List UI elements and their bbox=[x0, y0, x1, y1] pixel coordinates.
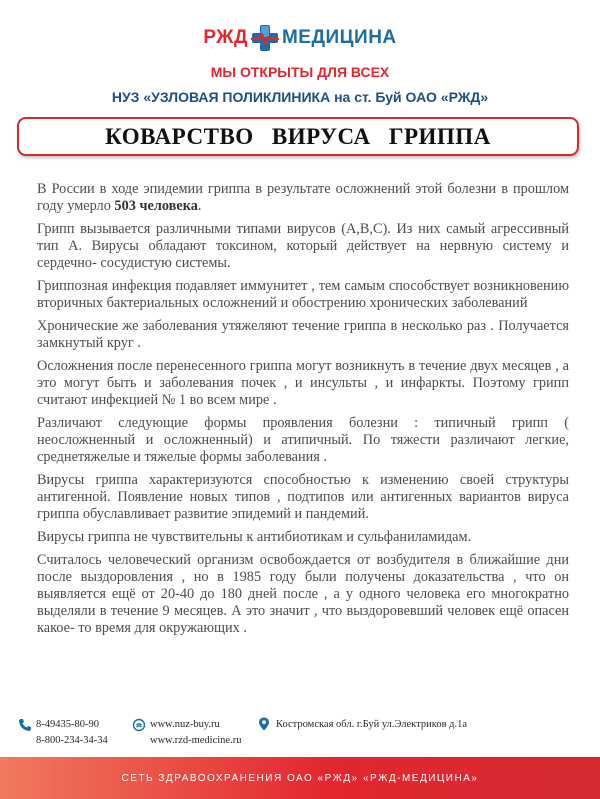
paragraph-8: Вирусы гриппа не чувствительны к антибиотикам и сульфаниламидам. bbox=[37, 529, 472, 545]
network-banner-text: СЕТЬ ЗДРАВООХРАНЕНИЯ ОАО «РЖД» «РЖД-МЕДИЦИНА» bbox=[121, 772, 479, 784]
paragraph-9: Считалось человеческий организм освобождается от возбудителя в ближайшие дни после выздоровления , но в 1985 году были получены доказательства , что он выявляется ещё от 20-40 до 180 дней после , а у одного человека его многократно выделяли в течение 9 месяцев. А это значит , что выздоровевший человек ещё опасен какое- то время для окружающих . bbox=[37, 552, 569, 636]
paragraph-1 bbox=[37, 181, 569, 215]
paragraph-1-text: В России в ходе эпидемии гриппа в результате осложнений этой болезни в прошлом году умерло bbox=[37, 181, 569, 214]
paragraph-6: Различают следующие формы проявления болезни : типичный грипп ( неосложненный и осложненный) и атипичный. По тяжести различают легкие, среднетяжелые и тяжелые формы заболевания . bbox=[37, 415, 569, 465]
paragraph-5: Осложнения после перенесенного гриппа могут возникнуть в течение двух месяцев , а это могут быть и заболевания почек , и инсульты , и инфаркты. Поэтому грипп считают инфекцией № 1 во всем мире . bbox=[37, 358, 569, 408]
location-pin-icon bbox=[257, 717, 271, 731]
paragraph-7: Вирусы гриппа характеризуются способностью к изменению своей структуры антигенной. Появление новых типов , подтипов или антигенных вариантов вируса гриппа обуславливает развитие эпидемий и пандемий. bbox=[37, 472, 569, 522]
clinic-name-heading: НУЗ «УЗЛОВАЯ ПОЛИКЛИНИКА на ст. Буй ОАО «РЖД» bbox=[111, 89, 489, 105]
network-banner bbox=[0, 757, 600, 799]
phone-number-1: 8-49435-80-90 bbox=[36, 719, 99, 730]
open-for-all-heading: МЫ ОТКРЫТЫ ДЛЯ ВСЕХ bbox=[210, 64, 390, 80]
article-body bbox=[37, 181, 569, 643]
brand-logo bbox=[0, 18, 600, 58]
website-link-2[interactable]: www.rzd-medicine.ru bbox=[150, 735, 242, 746]
contact-footer bbox=[0, 715, 600, 755]
address-text: Костромская обл. г.Буй ул.Электриков д.1а bbox=[276, 719, 468, 730]
page-title: КОВАРСТВО ВИРУСА ГРИППА bbox=[105, 123, 491, 149]
death-count-highlight: 503 человека bbox=[114, 198, 198, 214]
paragraph-3: Гриппозная инфекция подавляет иммунитет , тем самым способствует возникновению вторичных бактериальных осложнений и обострению хронических заболеваний bbox=[37, 278, 569, 311]
paragraph-4: Хронические же заболевания утяжеляют течение гриппа в несколько раз . Получается замкнутый круг . bbox=[37, 318, 569, 351]
medical-cross-logo-icon bbox=[250, 23, 280, 53]
website-icon bbox=[132, 718, 146, 732]
paragraph-1-end: . bbox=[197, 198, 202, 214]
paragraph-2: Грипп вызывается различными типами вирусов (А,В,С). Из них самый агрессивный тип А. Вирусы обладают токсином, который действует на нервную систему и сердечно- сосудистую системы. bbox=[37, 221, 569, 271]
title-frame bbox=[17, 117, 579, 156]
logo-text-medicine: МЕДИЦИНА bbox=[281, 27, 397, 48]
website-link-1[interactable]: www.nuz-buy.ru bbox=[150, 719, 220, 730]
phone-icon bbox=[18, 718, 32, 732]
phone-number-2: 8-800-234-34-34 bbox=[36, 735, 108, 746]
logo-text-rzd: РЖД bbox=[203, 27, 248, 48]
